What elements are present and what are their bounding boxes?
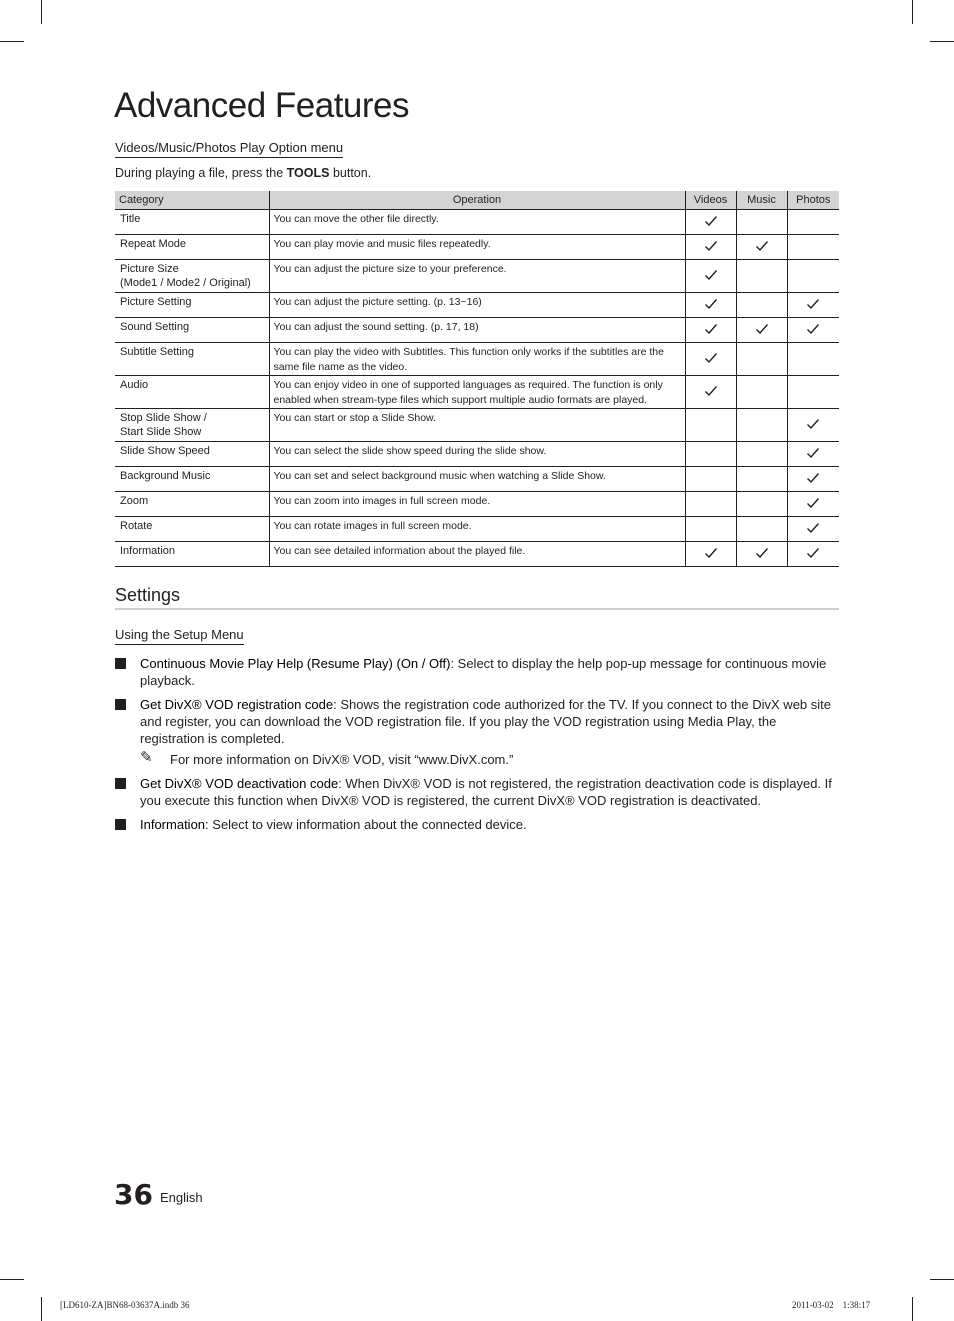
checkmark-icon: [806, 450, 820, 462]
crop-mark: [930, 41, 954, 42]
category-cell: Picture Setting: [115, 293, 269, 318]
intro-text: During playing a file, press the TOOLS button.: [115, 166, 372, 180]
checkmark-icon: [755, 326, 769, 338]
music-support-cell: [736, 293, 787, 318]
music-support-cell: [736, 318, 787, 343]
checkmark-icon: [755, 243, 769, 255]
page-title: Advanced Features: [114, 86, 410, 125]
operation-cell: You can play movie and music files repeatedly.: [269, 235, 685, 260]
list-item: Get DivX® VOD registration code: Shows the registration code authorized for the TV. If you connect to the DivX web site and register, you can download the VOD registration file. If you play the VOD registration using Media Play, the registration is completed.: [115, 696, 839, 747]
checkmark-icon: [704, 243, 718, 255]
photos-support-cell: [787, 210, 839, 235]
settings-subheading: Using the Setup Menu: [115, 627, 244, 645]
operation-cell: You can set and select background music when watching a Slide Show.: [269, 467, 685, 492]
operation-cell: You can adjust the picture setting. (p. 13~16): [269, 293, 685, 318]
photos-support-cell: [787, 343, 839, 376]
table-row: [115, 235, 839, 260]
category-cell: Sound Setting: [115, 318, 269, 343]
page-language: English: [160, 1190, 203, 1205]
section-subheading: Videos/Music/Photos Play Option menu: [115, 140, 343, 158]
list-item: Information: Select to view information about the connected device.: [115, 816, 839, 833]
music-support-cell: [736, 492, 787, 517]
checkmark-icon: [806, 550, 820, 562]
operation-cell: You can adjust the sound setting. (p. 17, 18): [269, 318, 685, 343]
checkmark-icon: [704, 272, 718, 284]
music-support-cell: [736, 542, 787, 567]
crop-mark: [0, 41, 24, 42]
table-row: [115, 210, 839, 235]
category-cell: Background Music: [115, 467, 269, 492]
crop-mark: [41, 0, 42, 24]
photos-support-cell: [787, 260, 839, 293]
music-support-cell: [736, 467, 787, 492]
photos-support-cell: [787, 376, 839, 409]
column-header: Photos: [787, 191, 839, 210]
photos-support-cell: [787, 492, 839, 517]
bullet-icon: [115, 778, 126, 789]
videos-support-cell: [685, 235, 736, 260]
settings-heading: Settings: [115, 585, 839, 610]
videos-support-cell: [685, 376, 736, 409]
checkmark-icon: [806, 326, 820, 338]
note: ✎ For more information on DivX® VOD, visit “www.DivX.com.”: [140, 749, 514, 767]
checkmark-icon: [755, 550, 769, 562]
videos-support-cell: [685, 467, 736, 492]
bullet-icon: [115, 658, 126, 669]
bullet-icon: [115, 699, 126, 710]
category-cell: Slide Show Speed: [115, 442, 269, 467]
operation-cell: You can adjust the picture size to your preference.: [269, 260, 685, 293]
crop-mark: [0, 1279, 24, 1280]
music-support-cell: [736, 260, 787, 293]
table-header-row: [115, 191, 839, 210]
table-row: [115, 343, 839, 376]
category-cell: Subtitle Setting: [115, 343, 269, 376]
category-cell: Information: [115, 542, 269, 567]
checkmark-icon: [704, 301, 718, 313]
play-option-table: [115, 191, 839, 567]
crop-mark: [912, 1297, 913, 1321]
music-support-cell: [736, 376, 787, 409]
photos-support-cell: [787, 517, 839, 542]
checkmark-icon: [806, 301, 820, 313]
checkmark-icon: [806, 421, 820, 433]
videos-support-cell: [685, 343, 736, 376]
checkmark-icon: [704, 550, 718, 562]
checkmark-icon: [806, 525, 820, 537]
music-support-cell: [736, 235, 787, 260]
print-timestamp: 2011-03-02 1:38:17: [792, 1300, 871, 1310]
operation-cell: You can enjoy video in one of supported languages as required. The function is only enabled when stream-type files which support multiple audio formats are played.: [269, 376, 685, 409]
videos-support-cell: [685, 517, 736, 542]
photos-support-cell: [787, 235, 839, 260]
checkmark-icon: [806, 500, 820, 512]
videos-support-cell: [685, 542, 736, 567]
photos-support-cell: [787, 318, 839, 343]
category-cell: Picture Size (Mode1 / Mode2 / Original): [115, 260, 269, 293]
operation-cell: You can see detailed information about the played file.: [269, 542, 685, 567]
videos-support-cell: [685, 293, 736, 318]
photos-support-cell: [787, 467, 839, 492]
music-support-cell: [736, 442, 787, 467]
operation-cell: You can select the slide show speed during the slide show.: [269, 442, 685, 467]
table-row: [115, 318, 839, 343]
photos-support-cell: [787, 442, 839, 467]
checkmark-icon: [704, 388, 718, 400]
page-number: 36: [114, 1178, 153, 1211]
videos-support-cell: [685, 442, 736, 467]
music-support-cell: [736, 409, 787, 442]
column-header: Category: [115, 191, 269, 210]
operation-cell: You can rotate images in full screen mode.: [269, 517, 685, 542]
crop-mark: [41, 1297, 42, 1321]
column-header: Operation: [269, 191, 685, 210]
crop-mark: [912, 0, 913, 24]
pencil-icon: ✎: [140, 749, 153, 766]
category-cell: Title: [115, 210, 269, 235]
list-item: Continuous Movie Play Help (Resume Play) (On / Off): Select to display the help pop-up message for continuous movie playback.: [115, 655, 839, 689]
column-header: Videos: [685, 191, 736, 210]
music-support-cell: [736, 517, 787, 542]
table-row: [115, 409, 839, 442]
table-row: [115, 542, 839, 567]
table-row: [115, 492, 839, 517]
videos-support-cell: [685, 210, 736, 235]
checkmark-icon: [806, 475, 820, 487]
music-support-cell: [736, 210, 787, 235]
table-row: [115, 260, 839, 293]
photos-support-cell: [787, 542, 839, 567]
crop-mark: [930, 1279, 954, 1280]
checkmark-icon: [704, 355, 718, 367]
photos-support-cell: [787, 409, 839, 442]
category-cell: Audio: [115, 376, 269, 409]
category-cell: Zoom: [115, 492, 269, 517]
category-cell: Repeat Mode: [115, 235, 269, 260]
table-row: [115, 442, 839, 467]
bullet-icon: [115, 819, 126, 830]
checkmark-icon: [704, 326, 718, 338]
print-file-info: [LD610-ZA]BN68-03637A.indb 36: [60, 1300, 190, 1310]
column-header: Music: [736, 191, 787, 210]
videos-support-cell: [685, 492, 736, 517]
operation-cell: You can move the other file directly.: [269, 210, 685, 235]
videos-support-cell: [685, 409, 736, 442]
operation-cell: You can play the video with Subtitles. This function only works if the subtitles are the same file name as the video.: [269, 343, 685, 376]
videos-support-cell: [685, 260, 736, 293]
list-item: Get DivX® VOD deactivation code: When DivX® VOD is not registered, the registration deactivation code is displayed. If you execute this function when DivX® VOD is registered, the current DivX® VOD registration is deactivated.: [115, 775, 839, 809]
music-support-cell: [736, 343, 787, 376]
table-row: [115, 376, 839, 409]
videos-support-cell: [685, 318, 736, 343]
table-row: [115, 467, 839, 492]
category-cell: Rotate: [115, 517, 269, 542]
operation-cell: You can start or stop a Slide Show.: [269, 409, 685, 442]
checkmark-icon: [704, 218, 718, 230]
operation-cell: You can zoom into images in full screen mode.: [269, 492, 685, 517]
photos-support-cell: [787, 293, 839, 318]
table-row: [115, 293, 839, 318]
category-cell: Stop Slide Show / Start Slide Show: [115, 409, 269, 442]
table-row: [115, 517, 839, 542]
settings-list: [115, 655, 839, 833]
